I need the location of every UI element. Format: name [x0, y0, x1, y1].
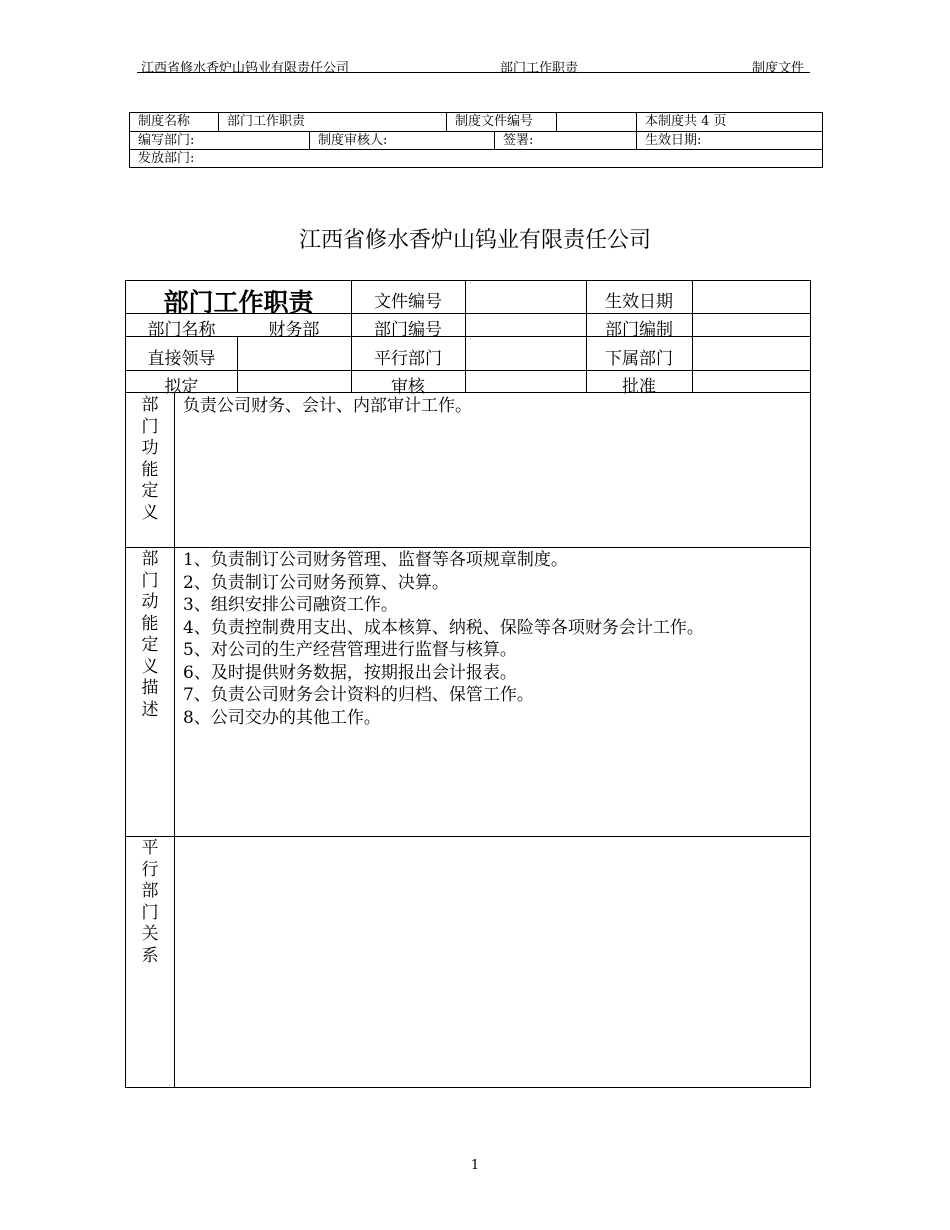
info-number-label: 制度文件编号	[446, 113, 556, 131]
duty-item: 7、负责公司财务会计资料的归档、保管工作。	[183, 685, 534, 705]
header-rule	[137, 72, 810, 73]
function-definition-text	[183, 395, 472, 418]
label-char: 部	[141, 549, 159, 569]
duty-item: 2、负责制订公司财务预算、决算。	[183, 572, 449, 593]
info-row-1	[130, 113, 822, 131]
info-row-2	[130, 131, 822, 150]
info-name-value: 部门工作职责	[218, 113, 446, 131]
form-title: 部门工作职责	[163, 288, 314, 317]
form-rule	[692, 281, 693, 392]
draft-label: 拟定	[164, 377, 199, 397]
label-char: 能	[141, 613, 159, 634]
header-company: 江西省修水香炉山钨业有限责任公司	[141, 61, 350, 76]
file-no-label: 文件编号	[374, 292, 442, 312]
effective-date-label: 生效日期	[605, 292, 673, 312]
form-rule	[465, 281, 466, 392]
page-number: 1	[470, 1158, 480, 1173]
regulation-info-table	[129, 112, 823, 168]
parallel-relation-label	[126, 838, 174, 967]
info-reviewer-label: 制度审核人:	[309, 132, 494, 150]
label-char: 定	[141, 635, 159, 655]
label-char: 部	[141, 881, 159, 901]
header-doc-type: 制度文件	[752, 61, 805, 76]
info-number-value	[556, 113, 636, 131]
duty-item: 1、负责制订公司财务管理、监督等各项规章制度。	[183, 550, 568, 570]
duty-item: 3、组织安排公司融资工作。	[183, 595, 398, 615]
form-rule	[237, 336, 238, 392]
info-pages: 本制度共 4 页	[636, 113, 822, 131]
duty-item: 8、公司交办的其他工作。	[183, 707, 381, 728]
label-char: 平	[141, 838, 159, 858]
label-char: 义	[141, 502, 159, 523]
label-char: 功	[141, 438, 159, 458]
function-definition-label	[126, 395, 174, 524]
label-char: 述	[141, 699, 159, 720]
info-row-3	[130, 149, 822, 168]
label-char: 描	[141, 678, 159, 698]
form-rule	[126, 370, 810, 371]
dept-staff-label: 部门编制	[605, 320, 673, 340]
info-dept-label: 编写部门:	[138, 133, 195, 148]
info-name-label: 制度名称	[138, 114, 191, 129]
department-duty-form	[125, 280, 811, 1088]
duty-description-label	[126, 549, 174, 721]
form-rule	[126, 836, 810, 837]
duty-item: 5、对公司的生产经营管理进行监督与核算。	[183, 640, 517, 660]
label-char: 行	[141, 859, 159, 880]
info-issue-label: 发放部门:	[138, 151, 195, 166]
info-sign-label: 签署:	[494, 132, 636, 150]
label-char: 动	[141, 592, 159, 612]
leader-label: 直接领导	[147, 349, 216, 369]
duty-item: 6、及时提供财务数据，按期报出会计报表。	[183, 662, 517, 683]
info-effective-label: 生效日期:	[636, 132, 822, 150]
label-char: 门	[141, 570, 159, 591]
label-char: 门	[141, 902, 159, 923]
dept-name-label: 部门名称	[147, 320, 216, 340]
label-char: 部	[141, 395, 159, 415]
form-rule	[126, 547, 810, 548]
approve-label: 批准	[622, 377, 656, 397]
label-char: 义	[141, 656, 159, 677]
label-char: 能	[141, 459, 159, 480]
label-char: 关	[141, 924, 159, 944]
duty-item: 4、负责控制费用支出、成本核算、纳税、保险等各项财务会计工作。	[183, 617, 704, 638]
duty-list	[183, 549, 704, 729]
dept-name-value: 财务部	[268, 320, 320, 340]
dept-no-label: 部门编号	[374, 320, 442, 340]
header-section: 部门工作职责	[500, 61, 579, 76]
parallel-dept-label: 平行部门	[374, 349, 442, 369]
label-char: 门	[141, 416, 159, 437]
company-title: 江西省修水香炉山钨业有限责任公司	[298, 228, 651, 253]
function-definition-line: 负责公司财务、会计、内部审计工作。	[183, 396, 472, 416]
sub-dept-label: 下属部门	[605, 349, 673, 369]
label-char: 系	[141, 945, 159, 966]
form-rule	[174, 392, 175, 1087]
review-label: 审核	[391, 377, 425, 397]
label-char: 定	[141, 481, 159, 501]
